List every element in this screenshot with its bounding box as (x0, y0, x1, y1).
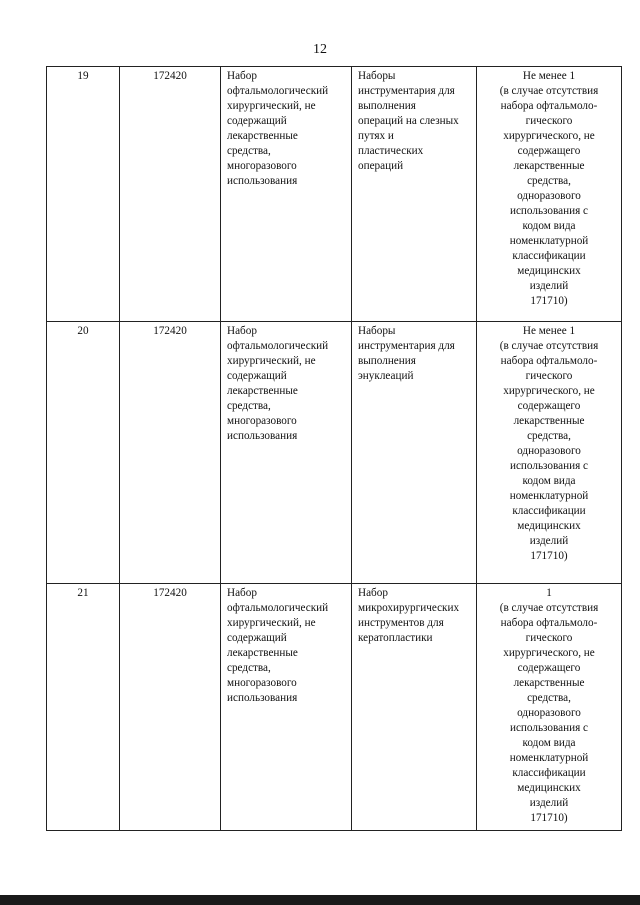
item-name: Набор офтальмологический хирургический, не содержащий лекарственные средства, многоразового использования (221, 322, 352, 584)
item-quantity: 1 (в случае отсутствия набора офтальмоло- гического хирургического, не содержащего лекарственные средства, одноразового использования с кодом вида номенклатурной классификации медицинских изделий 171710) (477, 584, 622, 831)
row-number: 21 (47, 584, 120, 831)
equipment-table (46, 66, 622, 831)
row-number: 20 (47, 322, 120, 584)
item-name: Набор офтальмологический хирургический, не содержащий лекарственные средства, многоразового использования (221, 67, 352, 322)
nomenclature-code: 172420 (120, 584, 221, 831)
nomenclature-code: 172420 (120, 322, 221, 584)
page-number: 12 (313, 42, 327, 57)
nomenclature-code: 172420 (120, 67, 221, 322)
item-name: Набор офтальмологический хирургический, не содержащий лекарственные средства, многоразового использования (221, 584, 352, 831)
item-quantity: Не менее 1 (в случае отсутствия набора офтальмоло- гического хирургического, не содержащего лекарственные средства, одноразового использования с кодом вида номенклатурной классификации медицинских изделий 171710) (477, 322, 622, 584)
table-row (47, 584, 622, 831)
table-row (47, 322, 622, 584)
table-row (47, 67, 622, 322)
item-purpose: Набор микрохирургических инструментов для кератопластики (352, 584, 477, 831)
row-number: 19 (47, 67, 120, 322)
item-quantity: Не менее 1 (в случае отсутствия набора офтальмоло- гического хирургического, не содержащего лекарственные средства, одноразового использования с кодом вида номенклатурной классификации медицинских изделий 171710) (477, 67, 622, 322)
item-purpose: Наборы инструментария для выполнения операций на слезных путях и пластических операций (352, 67, 477, 322)
scan-edge (0, 895, 640, 905)
item-purpose: Наборы инструментария для выполнения энуклеаций (352, 322, 477, 584)
